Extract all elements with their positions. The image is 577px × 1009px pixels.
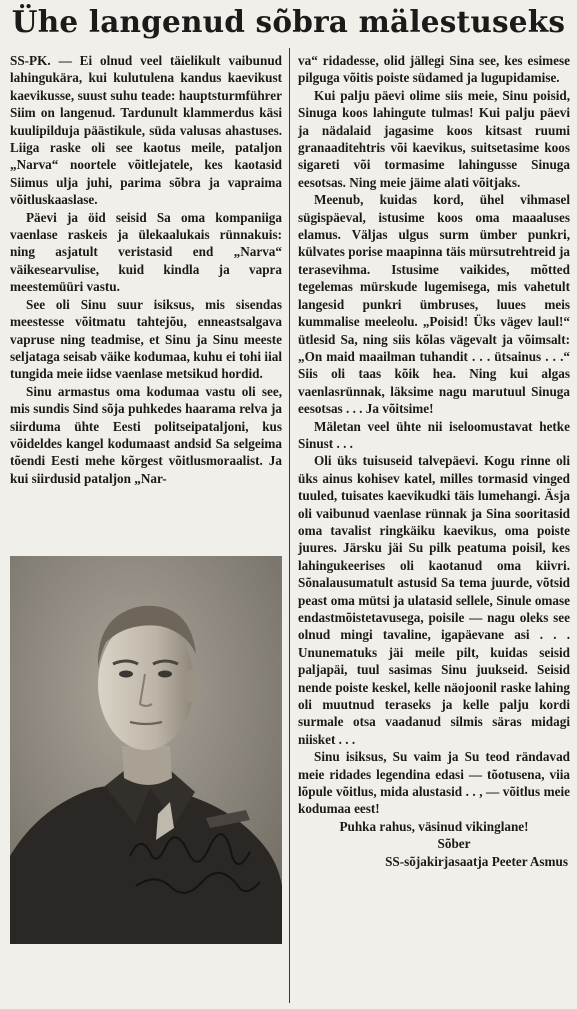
left-column (10, 52, 282, 487)
portrait-illustration (10, 556, 282, 944)
paragraph: Mäletan veel ühte nii iseloomustavat hetke Sinust . . . (298, 418, 570, 451)
paragraph: See oli Sinu suur isiksus, mis sisendas meestesse võitmatu tahtejõu, enneastsalgava vapruse ning teadmise, et Sinu ja Sinu meeste seljataga seisab väike kodumaa, kuhu ei tohi iial tungida meie iidse vaenlase metsikud hordid. (10, 296, 282, 382)
paragraph: Kui palju päevi olime siis meie, Sinu poisid, Sinuga koos lahingute tulmas! Kui palju päevi ja nädalaid jagasime koos kitsast ruumi granaaditehtris või kaevikus, suitsetasime koos sigareti või tormasime lahingusse Sinuga eesotsas. Ning meie jäime alati võitjaks. (298, 87, 570, 190)
column-divider (289, 48, 290, 1003)
paragraph: va“ ridadesse, olid jällegi Sina see, kes esimese pilguga võitis poiste südamed ja lugupidamise. (298, 53, 570, 86)
paragraph: Päevi ja öid seisid Sa oma kompaniiga vaenlase raskeis ja ülekaalukais rünnakuis: ning asjatult veristasid end „Narva“ väikesearvulise, kuid kindla ja vapra meestemüüri vastu. (10, 209, 282, 295)
paragraph: Sinu armastus oma kodumaa vastu oli see, mis sundis Sind sõja puhkedes haarama relva ja siirduma ühte Eesti politseipataljoni, kus võideldes kangel kodumaast andsid Sa selgeima tõendi Eesti mehe kõrgest võitlusmoraalist. Ja kui siirdusid pataljon „Nar- (10, 383, 282, 486)
portrait-photo (10, 556, 282, 944)
paragraph: Sinu isiksus, Su vaim ja Su teod rändavad meie ridades legendina edasi — tõotusena, viia lõpule võitlus, mida alustasid . . , — võitlus meie kodumaa eest! (298, 749, 570, 817)
paragraph: Oli üks tuisuseid talvepäevi. Kogu rinne oli üks ainus kohisev katel, milles tormasid vinged tuuled, tuisates kaevikudki täis lumehangi. Äsja oli vaibunud vaenlase rünnak ja Sina sooritasid oma tavalist ringkäiku kaevikus, oma poiste juures. Järsku jäi Su pilk peatuma poisil, kes lahingukeerises oli kaotanud oma kiivri. Sõnalausumatult astusid Sa tema juurde, võtsid peast oma mütsi ja ulatasid sellele, Sinule omase endastmõistetavusega, poisile — nagu oleks see olnud mingi tavaline, igapäevane asi . . . Ununematuks jäi meile pilt, kuidas seisid paljapäi, tuul sasimas Sinu juukseid. Seisid nende poiste keskel, kelle näojoonil raske lahing oli muutnud teraseks ja kelle palju kordi surmale otsa vaadanud silmis säras midagi niisket . . . (298, 453, 570, 747)
closing-line: Puhka rahus, väsinud vikinglane! (339, 818, 529, 834)
paragraph: Meenub, kuidas kord, ühel vihmasel sügispäeval, istusime koos oma maaaluses elamus. Väljas ulgus surm ümber punkri, külvates porise maapinna täis mürsutrehtreid ja terasevihma. Istusime vaikides, mõtted tegelemas mürskude lugemisega, mis vahetult langesid punkri ümbruses, luues meis kummalise meeleolu. „Poisid! Üks vägev laul!“ ütlesid Sa, ning siis kõlas vägevalt ja võimsalt: „On maid maailman tuhandit . . . ütsainus . . .“ Siis oli taas kõik hea. Ning kui algas vaenlasrünnak, läksime nagu marutuul Sinuga eesotsas . . . Ja võitsime! (298, 192, 570, 417)
signature-friend: Sõber (437, 836, 471, 852)
paragraph: SS-PK. — Ei olnud veel täielikult vaibunud lahingukära, kui kulutulena kandus kaevikust kaevikusse, suust suhu teade: hauptsturmführer Siim on langenud. Tardunult klammerdus käsi kuulipilduja päästikule, süda valusas ahastuses. Liiga raske oli see kaotus meile, pataljon „Narva“ noortele võitlejatele, kes kaotasid Siimus ulja juhi, parima sõbra ja vapraima võitluskaaslase. (10, 53, 282, 208)
headline: Ühe langenud sõbra mälestuseks (11, 4, 566, 39)
author-byline: SS-sõjakirjasaatja Peeter Asmus (385, 853, 568, 869)
right-column (298, 52, 570, 870)
